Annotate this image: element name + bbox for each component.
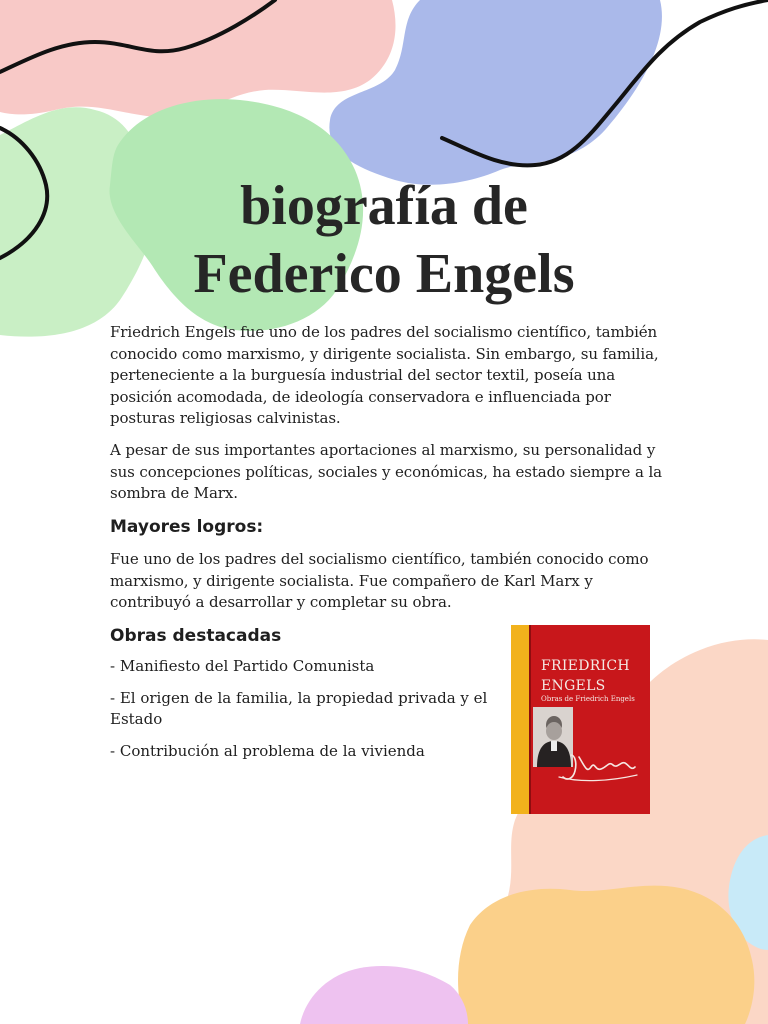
book-author-line-2: ENGELS (541, 678, 606, 694)
list-item: - Manifiesto del Partido Comunista (110, 657, 375, 675)
book-cover-image (511, 625, 650, 814)
signature-image (551, 747, 641, 787)
logros-paragraph: Fue uno de los padres del socialismo científico, también conocido como marxismo, y dirigente socialista. Fue compañero de Karl Marx y contribuyó a desarrollar y completar su obra. (110, 550, 649, 611)
book-spine-edge (529, 625, 531, 814)
intro-paragraph-1: Friedrich Engels fue uno de los padres del socialismo científico, también conocido como marxismo, y dirigente socialista. Sin embargo, su familia, perteneciente a la burguesía industrial del sector textil, poseía una posición acomodada, de ideología conservadora e influenciada por posturas religiosas calvinistas. (110, 323, 659, 427)
obras-list (110, 656, 500, 773)
book-subtitle: Obras de Friedrich Engels (541, 695, 635, 703)
book-spine (511, 625, 529, 814)
intro-paragraph-2: A pesar de sus importantes aportaciones al marxismo, su personalidad y sus concepciones políticas, sociales y económicas, ha estado siempre a la sombra de Marx. (110, 441, 662, 502)
obras-heading: Obras destacadas (110, 626, 282, 646)
list-item: - Contribución al problema de la vivienda (110, 742, 425, 760)
list-item: - El origen de la familia, la propiedad privada y el Estado (110, 689, 488, 728)
logros-heading: Mayores logros: (110, 517, 264, 537)
title-line-1: biografía de (240, 175, 528, 237)
page-title (0, 172, 768, 308)
book-author-line-1: FRIEDRICH (541, 658, 630, 674)
title-line-2: Federico Engels (193, 243, 575, 305)
